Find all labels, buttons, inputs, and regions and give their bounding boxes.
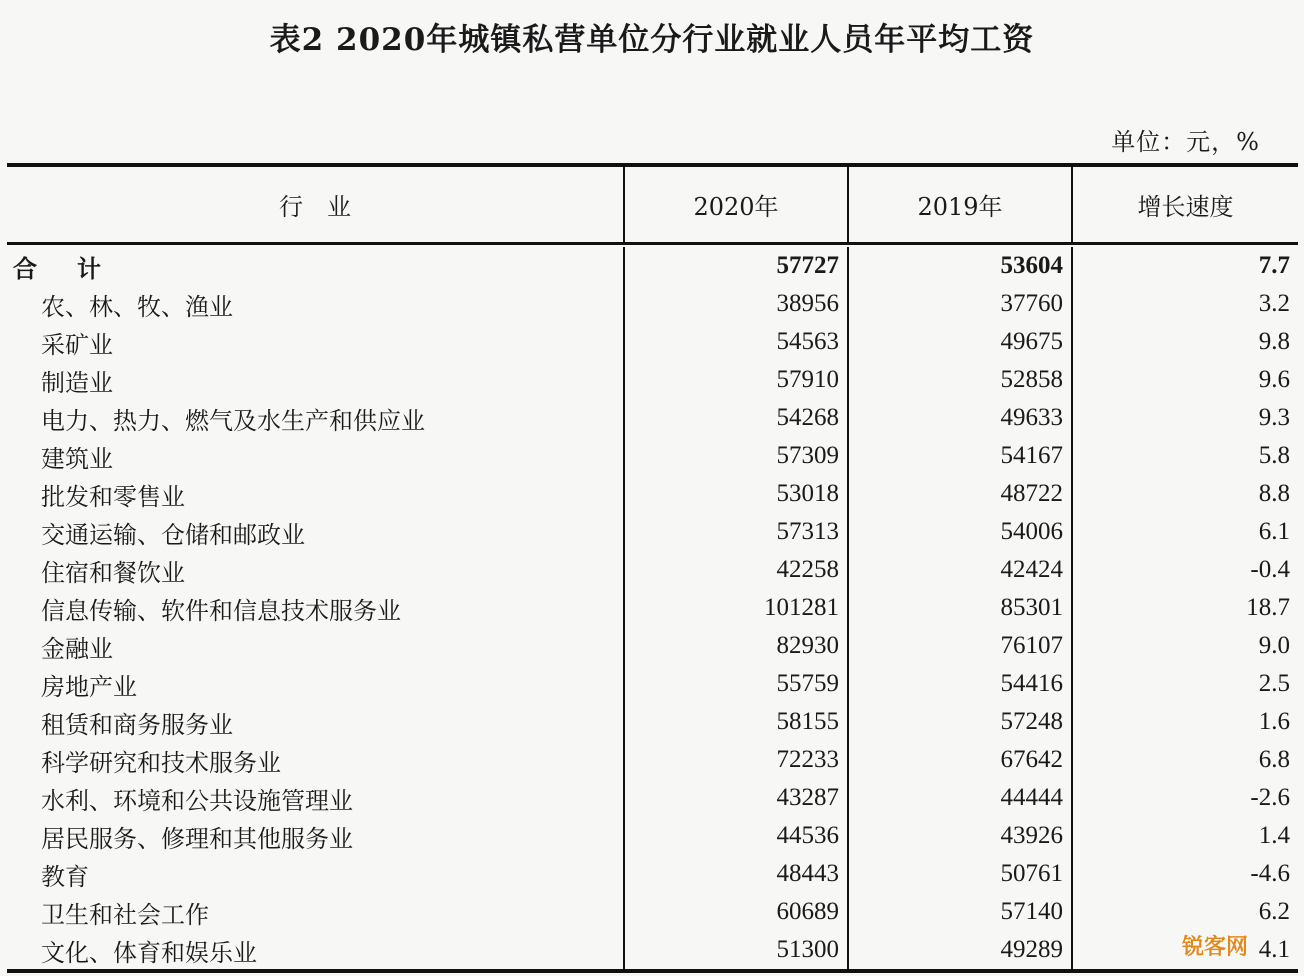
value-2020: 55759 bbox=[625, 665, 849, 703]
value-2020: 43287 bbox=[625, 779, 849, 817]
header-growth: 增长速度 bbox=[1137, 193, 1234, 221]
header-industry: 行 业 bbox=[7, 167, 625, 242]
growth-rate: 1.6 bbox=[1258, 708, 1290, 735]
value-2019: 54416 bbox=[849, 665, 1073, 703]
header-2019: 2019年 bbox=[849, 167, 1073, 242]
value-2019: 57248 bbox=[849, 703, 1073, 741]
table-row bbox=[7, 513, 1298, 551]
growth-rate: 5.8 bbox=[1258, 442, 1290, 469]
value-2019: 52858 bbox=[849, 361, 1073, 399]
table-row bbox=[7, 285, 1298, 323]
growth-rate: 9.6 bbox=[1258, 366, 1290, 393]
unit-label: 单位：元，% bbox=[1111, 128, 1260, 156]
industry-name: 建筑业 bbox=[7, 437, 625, 475]
industry-name: 教育 bbox=[7, 855, 625, 893]
total-2020: 57727 bbox=[625, 247, 849, 285]
table-row bbox=[7, 741, 1298, 779]
table-row bbox=[7, 551, 1298, 589]
header-2020: 2020年 bbox=[625, 167, 849, 242]
wage-table bbox=[7, 163, 1298, 973]
value-2019: 43926 bbox=[849, 817, 1073, 855]
value-2020: 48443 bbox=[625, 855, 849, 893]
growth-rate: 4.1 bbox=[1258, 936, 1290, 963]
growth-rate: 9.8 bbox=[1258, 328, 1290, 355]
industry-name: 制造业 bbox=[7, 361, 625, 399]
value-2019: 49289 bbox=[849, 931, 1073, 969]
growth-rate: -0.4 bbox=[1250, 556, 1290, 583]
value-2020: 57309 bbox=[625, 437, 849, 475]
value-2019: 44444 bbox=[849, 779, 1073, 817]
value-2019: 42424 bbox=[849, 551, 1073, 589]
table-row bbox=[7, 665, 1298, 703]
industry-name: 居民服务、修理和其他服务业 bbox=[7, 817, 625, 855]
industry-name: 租赁和商务服务业 bbox=[7, 703, 625, 741]
table-header-row bbox=[7, 167, 1298, 245]
growth-rate: 6.8 bbox=[1258, 746, 1290, 773]
table-row bbox=[7, 437, 1298, 475]
industry-name: 科学研究和技术服务业 bbox=[7, 741, 625, 779]
industry-name: 电力、热力、燃气及水生产和供应业 bbox=[7, 399, 625, 437]
growth-rate: 2.5 bbox=[1258, 670, 1290, 697]
value-2020: 57910 bbox=[625, 361, 849, 399]
industry-name: 住宿和餐饮业 bbox=[7, 551, 625, 589]
total-growth: 7.7 bbox=[1258, 252, 1290, 279]
table-body bbox=[7, 247, 1298, 969]
watermark-logo: 锐客网 bbox=[1182, 935, 1249, 960]
table-row bbox=[7, 893, 1298, 931]
growth-rate: 18.7 bbox=[1246, 594, 1290, 621]
value-2019: 49633 bbox=[849, 399, 1073, 437]
table-row-total bbox=[7, 247, 1298, 285]
table-row bbox=[7, 475, 1298, 513]
value-2020: 44536 bbox=[625, 817, 849, 855]
table-row bbox=[7, 817, 1298, 855]
table-row bbox=[7, 323, 1298, 361]
value-2020: 82930 bbox=[625, 627, 849, 665]
table-row bbox=[7, 855, 1298, 893]
industry-name: 房地产业 bbox=[7, 665, 625, 703]
table-row bbox=[7, 627, 1298, 665]
value-2019: 49675 bbox=[849, 323, 1073, 361]
table-row bbox=[7, 399, 1298, 437]
table-row bbox=[7, 703, 1298, 741]
value-2019: 37760 bbox=[849, 285, 1073, 323]
value-2020: 54563 bbox=[625, 323, 849, 361]
value-2019: 67642 bbox=[849, 741, 1073, 779]
table-row bbox=[7, 931, 1298, 969]
growth-rate: 9.0 bbox=[1258, 632, 1290, 659]
value-2020: 57313 bbox=[625, 513, 849, 551]
industry-name: 金融业 bbox=[7, 627, 625, 665]
growth-rate: 6.1 bbox=[1258, 518, 1290, 545]
industry-name: 交通运输、仓储和邮政业 bbox=[7, 513, 625, 551]
table-row bbox=[7, 589, 1298, 627]
value-2020: 54268 bbox=[625, 399, 849, 437]
growth-rate: 6.2 bbox=[1258, 898, 1290, 925]
growth-rate: 1.4 bbox=[1258, 822, 1290, 849]
industry-name: 采矿业 bbox=[7, 323, 625, 361]
value-2019: 54167 bbox=[849, 437, 1073, 475]
growth-rate: -4.6 bbox=[1250, 860, 1290, 887]
table-row bbox=[7, 361, 1298, 399]
growth-rate: -2.6 bbox=[1250, 784, 1290, 811]
value-2019: 76107 bbox=[849, 627, 1073, 665]
value-2020: 72233 bbox=[625, 741, 849, 779]
table-row bbox=[7, 779, 1298, 817]
value-2020: 38956 bbox=[625, 285, 849, 323]
growth-rate: 9.3 bbox=[1258, 404, 1290, 431]
value-2019: 50761 bbox=[849, 855, 1073, 893]
growth-rate: 3.2 bbox=[1258, 290, 1290, 317]
growth-rate: 8.8 bbox=[1258, 480, 1290, 507]
value-2020: 51300 bbox=[625, 931, 849, 969]
value-2020: 60689 bbox=[625, 893, 849, 931]
total-2019: 53604 bbox=[849, 247, 1073, 285]
industry-name: 卫生和社会工作 bbox=[7, 893, 625, 931]
industry-name: 批发和零售业 bbox=[7, 475, 625, 513]
value-2020: 101281 bbox=[625, 589, 849, 627]
value-2020: 58155 bbox=[625, 703, 849, 741]
industry-name: 信息传输、软件和信息技术服务业 bbox=[7, 589, 625, 627]
value-2020: 42258 bbox=[625, 551, 849, 589]
value-2019: 48722 bbox=[849, 475, 1073, 513]
value-2020: 53018 bbox=[625, 475, 849, 513]
industry-name: 水利、环境和公共设施管理业 bbox=[7, 779, 625, 817]
industry-name: 农、林、牧、渔业 bbox=[7, 285, 625, 323]
value-2019: 54006 bbox=[849, 513, 1073, 551]
total-label: 合 计 bbox=[7, 247, 625, 285]
value-2019: 85301 bbox=[849, 589, 1073, 627]
industry-name: 文化、体育和娱乐业 bbox=[7, 931, 625, 969]
value-2019: 57140 bbox=[849, 893, 1073, 931]
table-title: 表2 2020年城镇私营单位分行业就业人员年平均工资 bbox=[269, 22, 1035, 58]
